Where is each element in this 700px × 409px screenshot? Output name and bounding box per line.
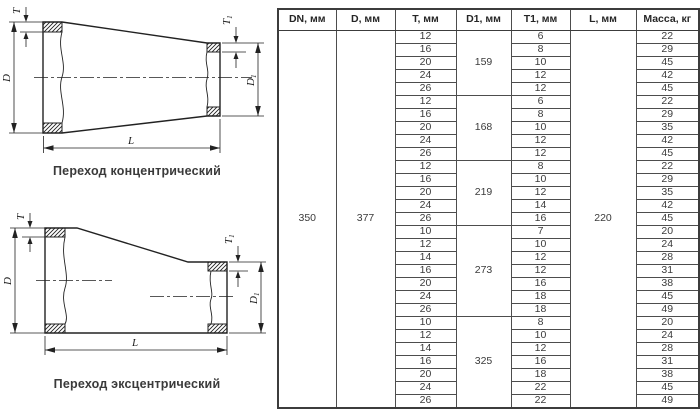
d-value: 377 <box>336 31 395 409</box>
mass-value: 24 <box>636 330 699 343</box>
d1-value: 273 <box>456 226 511 317</box>
drawings-panel <box>0 0 274 403</box>
t-value: 20 <box>395 369 456 382</box>
t-value: 16 <box>395 174 456 187</box>
mass-value: 20 <box>636 317 699 330</box>
label-T1: T1 <box>223 234 236 244</box>
concentric-caption: Переход концентрический <box>52 164 221 178</box>
mass-value: 22 <box>636 31 699 44</box>
t1-value: 10 <box>511 122 570 135</box>
mass-value: 24 <box>636 239 699 252</box>
column-header: T, мм <box>395 9 456 31</box>
t1-value: 12 <box>511 343 570 356</box>
t1-value: 10 <box>511 57 570 70</box>
t1-value: 12 <box>511 187 570 200</box>
concentric-reducer-drawing <box>0 0 274 162</box>
eccentric-reducer-drawing <box>0 203 274 365</box>
t1-value: 12 <box>511 70 570 83</box>
t-value: 20 <box>395 278 456 291</box>
wall-hatch <box>207 107 220 116</box>
wall-hatch <box>208 262 227 271</box>
label-D: D <box>1 74 13 82</box>
mass-value: 28 <box>636 252 699 265</box>
mass-value: 42 <box>636 200 699 213</box>
t-value: 16 <box>395 109 456 122</box>
t-value: 12 <box>395 239 456 252</box>
t-value: 24 <box>395 291 456 304</box>
mass-value: 29 <box>636 174 699 187</box>
l-value: 220 <box>570 31 636 409</box>
t-value: 26 <box>395 213 456 226</box>
t1-value: 7 <box>511 226 570 239</box>
label-T1: T1 <box>221 15 234 25</box>
mass-value: 38 <box>636 369 699 382</box>
t1-value: 22 <box>511 382 570 395</box>
label-L: L <box>128 135 135 147</box>
mass-value: 45 <box>636 213 699 226</box>
mass-value: 49 <box>636 304 699 317</box>
t1-value: 12 <box>511 252 570 265</box>
t-value: 12 <box>395 330 456 343</box>
t1-value: 10 <box>511 174 570 187</box>
mass-value: 29 <box>636 44 699 57</box>
mass-value: 22 <box>636 161 699 174</box>
t1-value: 8 <box>511 109 570 122</box>
dimensions-table-panel <box>277 8 698 407</box>
mass-value: 45 <box>636 148 699 161</box>
t1-value: 16 <box>511 356 570 369</box>
t-value: 24 <box>395 200 456 213</box>
mass-value: 31 <box>636 356 699 369</box>
wall-hatch <box>43 22 62 32</box>
t-value: 26 <box>395 395 456 409</box>
t1-value: 6 <box>511 96 570 109</box>
mass-value: 31 <box>636 265 699 278</box>
t-value: 26 <box>395 304 456 317</box>
label-D1: D1 <box>245 74 258 86</box>
mass-value: 45 <box>636 83 699 96</box>
t-value: 16 <box>395 265 456 278</box>
column-header: DN, мм <box>278 9 336 31</box>
wall-hatch <box>43 123 62 133</box>
t-value: 10 <box>395 226 456 239</box>
label-D1: D1 <box>248 292 261 304</box>
mass-value: 28 <box>636 343 699 356</box>
mass-value: 49 <box>636 395 699 409</box>
mass-value: 42 <box>636 70 699 83</box>
break-line <box>210 271 212 324</box>
eccentric-caption: Переход эксцентрический <box>53 377 221 391</box>
t1-value: 12 <box>511 135 570 148</box>
wall-hatch <box>208 324 227 333</box>
t1-value: 8 <box>511 161 570 174</box>
t-value: 20 <box>395 122 456 135</box>
wall-hatch <box>207 43 220 52</box>
t1-value: 8 <box>511 317 570 330</box>
t1-value: 12 <box>511 83 570 96</box>
mass-value: 45 <box>636 382 699 395</box>
t-value: 16 <box>395 44 456 57</box>
dn-value: 350 <box>278 31 336 409</box>
t-value: 24 <box>395 135 456 148</box>
t1-value: 18 <box>511 304 570 317</box>
mass-value: 22 <box>636 96 699 109</box>
table-row <box>278 31 699 44</box>
t-value: 16 <box>395 356 456 369</box>
column-header: D, мм <box>336 9 395 31</box>
mass-value: 20 <box>636 226 699 239</box>
t-value: 14 <box>395 343 456 356</box>
t-value: 12 <box>395 31 456 44</box>
mass-value: 29 <box>636 109 699 122</box>
t1-value: 10 <box>511 239 570 252</box>
wall-hatch <box>45 228 65 237</box>
mass-value: 38 <box>636 278 699 291</box>
d1-value: 168 <box>456 96 511 161</box>
mass-value: 35 <box>636 122 699 135</box>
mass-value: 45 <box>636 57 699 70</box>
mass-value: 35 <box>636 187 699 200</box>
t-value: 20 <box>395 187 456 200</box>
label-L: L <box>132 337 139 349</box>
t-value: 12 <box>395 161 456 174</box>
t-value: 10 <box>395 317 456 330</box>
t1-value: 18 <box>511 369 570 382</box>
column-header: T1, мм <box>511 9 570 31</box>
d1-value: 325 <box>456 317 511 409</box>
t1-value: 14 <box>511 200 570 213</box>
d1-value: 159 <box>456 31 511 96</box>
column-header: L, мм <box>570 9 636 31</box>
t1-value: 10 <box>511 330 570 343</box>
table-header-row <box>278 9 699 31</box>
break-line <box>206 52 208 107</box>
t-value: 26 <box>395 83 456 96</box>
t-value: 20 <box>395 57 456 70</box>
column-header: Масса, кг <box>636 9 699 31</box>
mass-value: 45 <box>636 291 699 304</box>
t-value: 24 <box>395 70 456 83</box>
label-T: T <box>11 7 23 14</box>
wall-hatch <box>45 324 65 333</box>
t1-value: 18 <box>511 291 570 304</box>
t-value: 14 <box>395 252 456 265</box>
t1-value: 22 <box>511 395 570 409</box>
label-T: T <box>15 213 27 220</box>
label-D: D <box>2 277 14 285</box>
t-value: 26 <box>395 148 456 161</box>
t1-value: 12 <box>511 148 570 161</box>
t1-value: 8 <box>511 44 570 57</box>
t1-value: 12 <box>511 265 570 278</box>
t-value: 24 <box>395 382 456 395</box>
d1-value: 219 <box>456 161 511 226</box>
t1-value: 16 <box>511 278 570 291</box>
dimensions-table <box>277 8 700 409</box>
t-value: 12 <box>395 96 456 109</box>
t1-value: 16 <box>511 213 570 226</box>
t1-value: 6 <box>511 31 570 44</box>
mass-value: 42 <box>636 135 699 148</box>
column-header: D1, мм <box>456 9 511 31</box>
